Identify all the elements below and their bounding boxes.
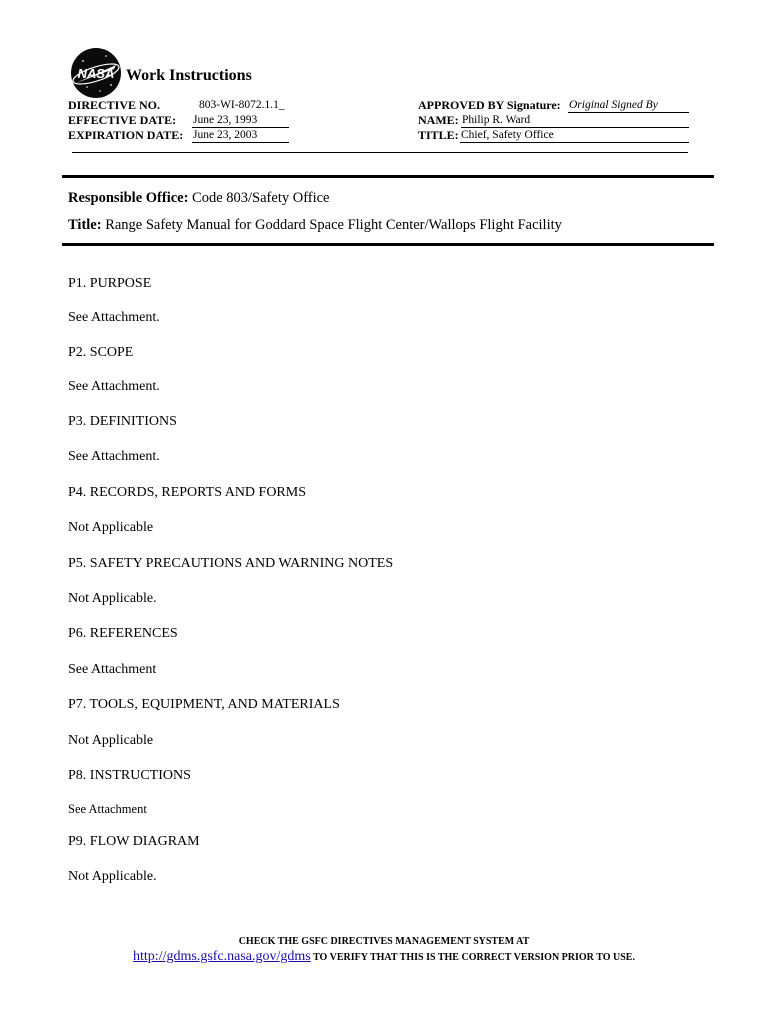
- doc-type-heading: Work Instructions: [126, 67, 252, 84]
- expiration-row: [68, 128, 258, 143]
- section-heading-scope: P2. SCOPE: [68, 345, 134, 360]
- expiration-value: June 23, 2003: [192, 128, 289, 143]
- name-label: NAME:: [418, 113, 459, 127]
- logo-text: NASA: [77, 66, 115, 81]
- nasa-logo: [70, 47, 122, 99]
- document-title-value: Range Safety Manual for Goddard Space Flight Center/Wallops Flight Facility: [105, 217, 562, 233]
- section-body-flow: Not Applicable.: [68, 869, 157, 884]
- directive-row: [68, 98, 285, 113]
- title-label: TITLE:: [418, 128, 459, 142]
- name-value: Philip R. Ward: [461, 113, 689, 128]
- section-body-scope: See Attachment.: [68, 379, 160, 394]
- section-body-purpose: See Attachment.: [68, 310, 160, 325]
- responsible-office: [68, 189, 330, 207]
- responsible-office-value: Code 803/Safety Office: [192, 190, 330, 206]
- section-body-references: See Attachment: [68, 662, 157, 677]
- gdms-link[interactable]: http://gdms.gsfc.nasa.gov/gdms: [133, 949, 311, 964]
- footer-verify: [0, 949, 768, 966]
- section-heading-tools: P7. TOOLS, EQUIPMENT, AND MATERIALS: [68, 697, 340, 712]
- name-row: [418, 113, 531, 128]
- effective-row: [68, 113, 258, 128]
- divider-thin: [72, 152, 688, 153]
- section-body-definitions: See Attachment.: [68, 449, 160, 464]
- section-heading-purpose: P1. PURPOSE: [68, 276, 152, 291]
- footer-verify-text: TO VERIFY THAT THIS IS THE CORRECT VERSION PRIOR TO USE.: [310, 952, 635, 963]
- title-value: Chief, Safety Office: [460, 128, 689, 143]
- section-heading-flow: P9. FLOW DIAGRAM: [68, 834, 200, 849]
- effective-label: EFFECTIVE DATE:: [68, 113, 177, 127]
- section-heading-definitions: P3. DEFINITIONS: [68, 414, 177, 429]
- section-body-safety: Not Applicable.: [68, 591, 157, 606]
- section-heading-references: P6. REFERENCES: [68, 626, 178, 641]
- footer-notice: CHECK THE GSFC DIRECTIVES MANAGEMENT SYSTEM AT: [238, 936, 530, 947]
- document-title: [68, 216, 562, 234]
- divider-thick-top: [62, 175, 714, 178]
- section-heading-safety: P5. SAFETY PRECAUTIONS AND WARNING NOTES: [68, 556, 394, 571]
- section-heading-records: P4. RECORDS, REPORTS AND FORMS: [68, 485, 307, 500]
- section-body-records: Not Applicable: [68, 520, 154, 535]
- expiration-label: EXPIRATION DATE:: [68, 128, 184, 142]
- section-heading-instructions: P8. INSTRUCTIONS: [68, 768, 191, 783]
- responsible-office-label: Responsible Office:: [68, 190, 189, 206]
- divider-thick-bottom: [62, 243, 714, 246]
- directive-value: 803-WI-8072.1.1_: [199, 99, 285, 111]
- section-body-instructions: See Attachment: [68, 802, 147, 816]
- approved-value: Original Signed By: [568, 98, 689, 113]
- title-row: [418, 128, 554, 143]
- approved-label: APPROVED BY Signature:: [418, 98, 561, 112]
- section-body-tools: Not Applicable: [68, 733, 154, 748]
- directive-label: DIRECTIVE NO.: [68, 98, 161, 112]
- approved-row: [418, 98, 658, 113]
- effective-value: June 23, 1993: [192, 113, 289, 128]
- document-title-label: Title:: [68, 217, 102, 233]
